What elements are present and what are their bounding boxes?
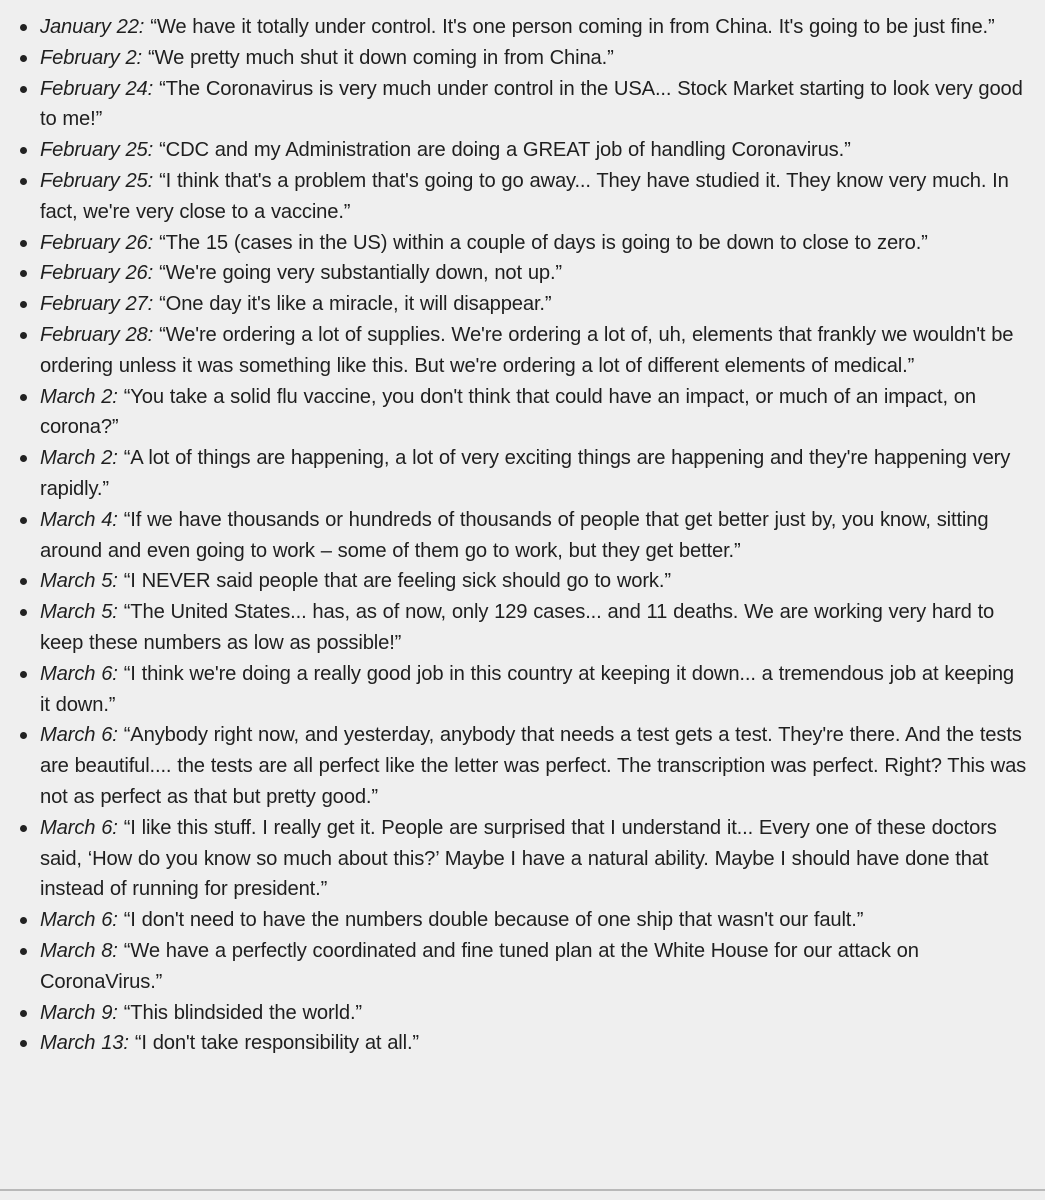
quote-date: March 2:: [40, 447, 118, 470]
quote-text: “I NEVER said people that are feeling sick should go to work.”: [123, 570, 671, 593]
quote-text: “We're going very substantially down, not up.”: [159, 262, 562, 285]
bullet-icon: [20, 240, 27, 247]
bullet-icon: [20, 147, 27, 154]
quote-date: February 28:: [40, 323, 154, 346]
bullet-icon: [20, 609, 27, 616]
quote-item: [8, 135, 1027, 166]
quote-text: “Anybody right now, and yesterday, anybody that needs a test gets a test. They're there. And the tests are beautiful.... the tests are all perfect like the letter was perfect. The transcription was perfect. Right? This was not as perfect as that but pretty good.”: [40, 724, 1027, 808]
quote-text: “I think we're doing a really good job in this country at keeping it down... a tremendous job at keeping it down.”: [40, 662, 1014, 716]
quote-item: [8, 382, 1027, 444]
bullet-icon: [20, 301, 27, 308]
bullet-icon: [20, 455, 27, 462]
quote-text: “We have a perfectly coordinated and fine tuned plan at the White House for our attack on CoronaVirus.”: [40, 939, 919, 993]
bullet-icon: [20, 917, 27, 924]
quote-date: February 26:: [40, 262, 154, 285]
quote-item: [8, 228, 1027, 259]
bullet-icon: [20, 671, 27, 678]
quote-date: January 22:: [40, 16, 145, 38]
quote-item: [8, 12, 1027, 43]
bullet-icon: [20, 394, 27, 401]
bottom-divider: [0, 1189, 1045, 1191]
quote-date: March 13:: [40, 1032, 129, 1055]
quote-text: “You take a solid flu vaccine, you don't think that could have an impact, or much of an impact, on corona?”: [40, 385, 976, 439]
bullet-icon: [20, 55, 27, 62]
bullet-icon: [20, 732, 27, 739]
quote-date: March 6:: [40, 816, 118, 839]
quote-item: [8, 443, 1027, 505]
quote-text: “I don't need to have the numbers double because of one ship that wasn't our fault.”: [123, 909, 864, 932]
quote-text: “A lot of things are happening, a lot of very exciting things are happening and they're happening very rapidly.”: [40, 447, 1011, 500]
quote-date: March 5:: [40, 601, 118, 624]
quote-item: [8, 1028, 1027, 1059]
quote-text: “This blindsided the world.”: [123, 1001, 362, 1024]
quote-text: “The United States... has, as of now, only 129 cases... and 11 deaths. We are working very hard to keep these numbers as low as possible!”: [40, 601, 995, 654]
quote-item: [8, 43, 1027, 74]
quote-text: “If we have thousands or hundreds of thousands of people that get better just by, you know, sitting around and even going to work – some of them go to work, but they get better.”: [40, 508, 989, 562]
quote-date: March 5:: [40, 570, 118, 593]
quote-item: [8, 74, 1027, 136]
quote-item: [8, 258, 1027, 289]
quote-date: March 4:: [40, 508, 118, 531]
bullet-icon: [20, 1010, 27, 1017]
bullet-icon: [20, 517, 27, 524]
quote-item: [8, 566, 1027, 597]
bullet-icon: [20, 178, 27, 185]
quote-item: [8, 597, 1027, 659]
bullet-icon: [20, 86, 27, 93]
quote-item: [8, 659, 1027, 721]
quote-text: “I don't take responsibility at all.”: [134, 1032, 419, 1055]
quote-date: March 2:: [40, 385, 118, 408]
quote-text: “I think that's a problem that's going to go away... They have studied it. They know very much. In fact, we're very close to a vaccine.”: [40, 169, 1009, 223]
quote-date: February 24:: [40, 77, 154, 100]
quote-date: February 27:: [40, 293, 154, 316]
quote-date: March 9:: [40, 1001, 118, 1024]
quote-date: March 8:: [40, 939, 118, 962]
quote-text: “We're ordering a lot of supplies. We're ordering a lot of, uh, elements that frankly we wouldn't be ordering unless it was something like this. But we're ordering a lot of different elements of medical.”: [40, 323, 1014, 377]
bullet-icon: [20, 1040, 27, 1047]
quote-text: “CDC and my Administration are doing a GREAT job of handling Coronavirus.”: [159, 139, 851, 162]
quote-date: February 25:: [40, 169, 154, 192]
bullet-icon: [20, 270, 27, 277]
bullet-icon: [20, 578, 27, 585]
quote-list: [8, 12, 1027, 1059]
bullet-icon: [20, 825, 27, 832]
quote-item: [8, 720, 1027, 812]
quote-text: “The 15 (cases in the US) within a couple of days is going to be down to close to zero.”: [159, 231, 928, 254]
quote-text: “We have it totally under control. It's one person coming in from China. It's going to be just fine.”: [150, 16, 995, 38]
quote-date: February 2:: [40, 46, 142, 69]
bullet-icon: [20, 332, 27, 339]
quote-date: March 6:: [40, 724, 118, 747]
quote-item: [8, 998, 1027, 1029]
quote-item: [8, 505, 1027, 567]
bullet-icon: [20, 948, 27, 955]
quote-date: March 6:: [40, 662, 118, 685]
quote-date: March 6:: [40, 909, 118, 932]
bullet-icon: [20, 24, 27, 31]
quote-item: [8, 166, 1027, 228]
quote-text: “I like this stuff. I really get it. People are surprised that I understand it... Every one of these doctors said, ‘How do you know so much about this?’ Maybe I have a natural ability. Maybe I should have done that instead of running for president.”: [40, 816, 997, 901]
quote-text: “We pretty much shut it down coming in from China.”: [147, 46, 614, 69]
quote-item: [8, 936, 1027, 998]
quote-item: [8, 320, 1027, 382]
quote-date: February 25:: [40, 139, 154, 162]
quote-item: [8, 905, 1027, 936]
quote-date: February 26:: [40, 231, 154, 254]
quote-item: [8, 289, 1027, 320]
quote-item: [8, 813, 1027, 905]
quote-text: “One day it's like a miracle, it will disappear.”: [159, 293, 552, 316]
quote-text: “The Coronavirus is very much under control in the USA... Stock Market starting to look very good to me!”: [40, 77, 1023, 131]
